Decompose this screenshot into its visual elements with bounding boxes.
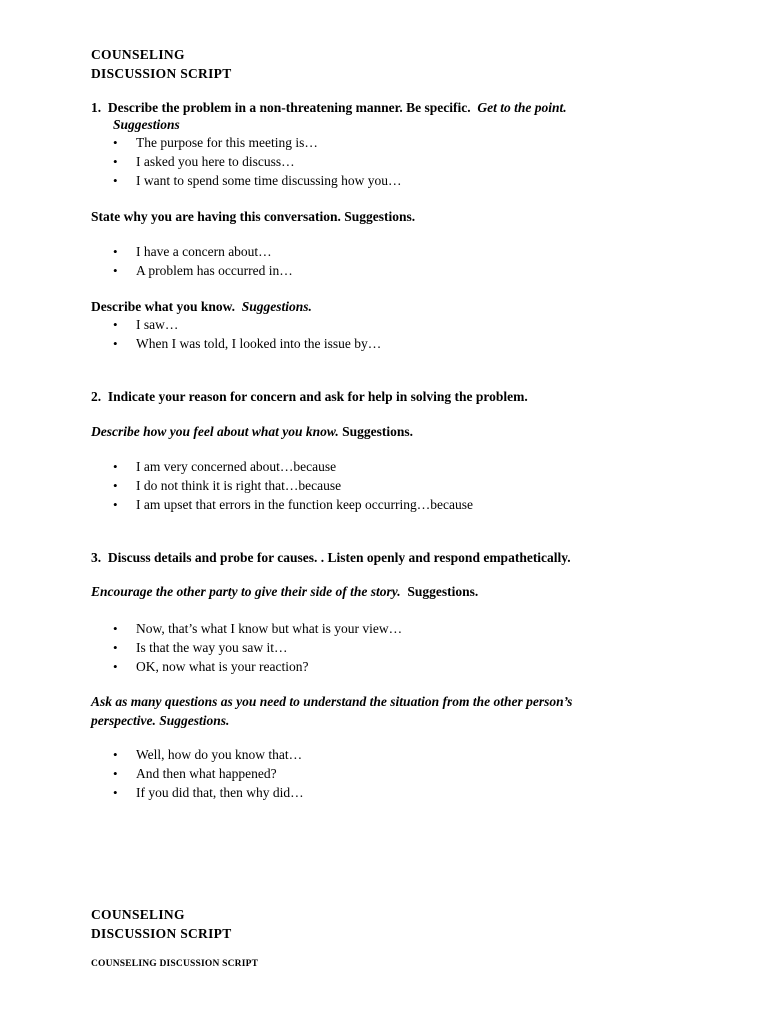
step-3-heading: [91, 549, 571, 568]
step-1-heading: [91, 99, 567, 118]
document-title: [91, 46, 232, 83]
list-item: • I am very concerned about…because: [113, 458, 473, 477]
step-3-sub-italic: Encourage the other party to give their side of the story.: [91, 584, 401, 599]
list-item: • I saw…: [113, 316, 381, 335]
list-item: • OK, now what is your reaction?: [113, 658, 402, 677]
describe-know-suggestions: Suggestions.: [241, 299, 312, 314]
ask-questions-heading: [91, 693, 572, 730]
step-1-emphasis: Get to the point.: [477, 100, 567, 115]
list-item: • When I was told, I looked into the issue by…: [113, 335, 381, 354]
step-3-subheading: [91, 583, 478, 602]
list-item: • I do not think it is right that…because: [113, 477, 473, 496]
ask-questions-line-2: perspective. Suggestions.: [91, 712, 230, 728]
describe-know-heading: [91, 298, 312, 317]
repeated-title-line-1: COUNSELING: [91, 907, 185, 922]
step-2-bullet-list: [113, 458, 473, 514]
list-item: • And then what happened?: [113, 765, 304, 784]
repeated-title-line-2: DISCUSSION SCRIPT: [91, 925, 232, 941]
list-item: • A problem has occurred in…: [113, 262, 293, 281]
footer-running-title: COUNSELING DISCUSSION SCRIPT: [91, 959, 259, 969]
step-3-sub-plain: Suggestions.: [407, 584, 479, 599]
list-item: • Is that the way you saw it…: [113, 639, 402, 658]
describe-know-bullet-list: [113, 316, 381, 354]
title-line-2: DISCUSSION SCRIPT: [91, 65, 232, 81]
ask-questions-line-1: Ask as many questions as you need to understand the situation from the other person’s: [91, 694, 573, 709]
step-3-bullet-list: [113, 620, 402, 676]
list-item: • The purpose for this meeting is…: [113, 134, 401, 153]
step-2-number: 2.: [91, 389, 102, 404]
ask-questions-bullet-list: [113, 746, 304, 802]
list-item: • I have a concern about…: [113, 243, 293, 262]
list-item: • I want to spend some time discussing how you…: [113, 172, 401, 191]
step-1-number: 1.: [91, 100, 102, 115]
step-1-bullet-list: [113, 134, 401, 190]
step-2-sub-plain: Suggestions.: [342, 424, 414, 439]
list-item: • I asked you here to discuss…: [113, 153, 401, 172]
step-3-text: Discuss details and probe for causes. . Listen openly and respond empathetically.: [107, 550, 571, 565]
list-item: • Now, that’s what I know but what is your view…: [113, 620, 402, 639]
repeated-document-title: [91, 906, 232, 943]
title-line-1: COUNSELING: [91, 47, 185, 62]
describe-know-text: Describe what you know.: [91, 299, 236, 314]
list-item: • If you did that, then why did…: [113, 784, 304, 803]
step-1-suggestions-label: Suggestions: [113, 117, 180, 132]
state-why-heading: State why you are having this conversation. Suggestions.: [91, 209, 416, 224]
step-1-text: Describe the problem in a non-threatening manner. Be specific.: [107, 100, 471, 115]
step-3-number: 3.: [91, 550, 102, 565]
list-item: • Well, how do you know that…: [113, 746, 304, 765]
state-why-bullet-list: [113, 243, 293, 281]
step-2-text: Indicate your reason for concern and ask for help in solving the problem.: [107, 389, 528, 404]
list-item: • I am upset that errors in the function keep occurring…because: [113, 496, 473, 515]
step-2-heading: [91, 388, 528, 407]
step-2-sub-italic: Describe how you feel about what you know.: [91, 424, 339, 439]
step-2-subheading: [91, 423, 413, 442]
